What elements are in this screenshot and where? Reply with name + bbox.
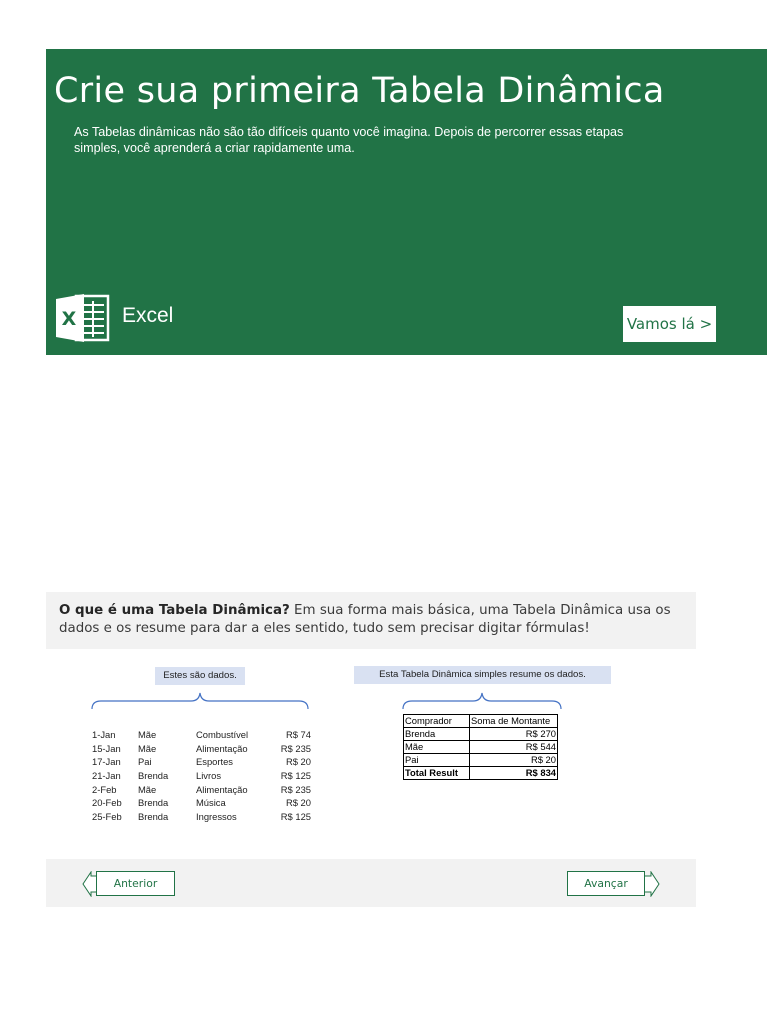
svg-text:X: X [61,308,77,330]
next-button[interactable]: Avançar [567,871,645,896]
pivot-row-label: Pai [404,754,470,767]
data-date: 2-Feb [92,783,117,795]
data-row [92,743,314,757]
data-amount: R$ 125 [280,811,311,823]
data-row [92,797,314,811]
hero-title: Crie sua primeira Tabela Dinâmica [54,71,665,111]
excel-brand-label: Excel [122,304,174,327]
data-date: 15-Jan [92,742,121,754]
data-category: Combustível [196,729,249,740]
data-person: Mãe [138,729,157,740]
data-person: Pai [138,756,152,768]
data-category: Música [196,797,226,809]
data-amount: R$ 125 [280,770,311,782]
data-list [92,729,314,825]
footer-nav [46,859,696,907]
data-row [92,756,314,770]
data-category: Alimentação [196,742,248,754]
data-category: Ingressos [196,811,237,823]
pivot-table [403,714,558,780]
pivot-row-value: R$ 270 [470,728,558,741]
data-person: Brenda [138,770,169,782]
pivot-row-value: R$ 20 [470,754,558,767]
previous-button[interactable]: Anterior [96,871,175,896]
data-category: Livros [196,770,222,782]
data-person: Mãe [138,742,157,754]
pivot-row-label: Mãe [404,741,470,754]
pivot-header-buyer: Comprador [404,715,470,728]
data-person: Mãe [138,783,157,795]
data-date: 1-Jan [92,729,116,740]
data-person: Brenda [138,811,169,823]
pivot-total-label: Total Result [404,767,470,780]
data-person: Brenda [138,797,169,809]
pivot-total-row [404,767,558,780]
data-caption: Estes são dados. [155,667,245,685]
info-panel [46,592,696,649]
data-amount: R$ 235 [280,742,311,754]
data-amount: R$ 74 [285,729,311,740]
data-category: Esportes [196,756,233,768]
excel-logo-icon [56,292,110,344]
info-text [59,602,689,638]
data-row [92,770,314,784]
data-row [92,811,314,825]
pivot-row-label: Brenda [404,728,470,741]
pivot-header-row [404,715,558,728]
pivot-row [404,728,558,741]
data-date: 17-Jan [92,756,121,768]
pivot-total-value: R$ 834 [470,767,558,780]
start-button[interactable]: Vamos lá > [623,306,716,342]
pivot-brace-icon [402,692,562,712]
pivot-caption: Esta Tabela Dinâmica simples resume os dados. [354,666,611,684]
data-date: 21-Jan [92,770,121,782]
data-amount: R$ 235 [280,783,311,795]
forward-arrow-icon[interactable] [644,871,660,897]
pivot-header-sum: Soma de Montante [470,715,558,728]
data-category: Alimentação [196,783,248,795]
hero-description: As Tabelas dinâmicas não são tão difíceis quanto você imagina. Depois de percorrer essas etapas simples, você aprenderá a criar rapidamente uma. [74,125,624,155]
hero-banner [46,49,767,355]
info-answer: Em sua forma mais básica, uma Tabela Dinâmica usa os dados e os resume para dar a eles sentido, tudo sem precisar digitar fórmulas! [59,603,671,636]
pivot-row-value: R$ 544 [470,741,558,754]
pivot-row [404,741,558,754]
data-amount: R$ 20 [285,797,311,809]
data-amount: R$ 20 [285,756,311,768]
info-question: O que é uma Tabela Dinâmica? [59,603,290,618]
data-brace-icon [91,692,309,712]
data-date: 20-Feb [92,797,122,809]
data-date: 25-Feb [92,811,122,823]
data-row [92,729,314,743]
data-row [92,784,314,798]
pivot-row [404,754,558,767]
